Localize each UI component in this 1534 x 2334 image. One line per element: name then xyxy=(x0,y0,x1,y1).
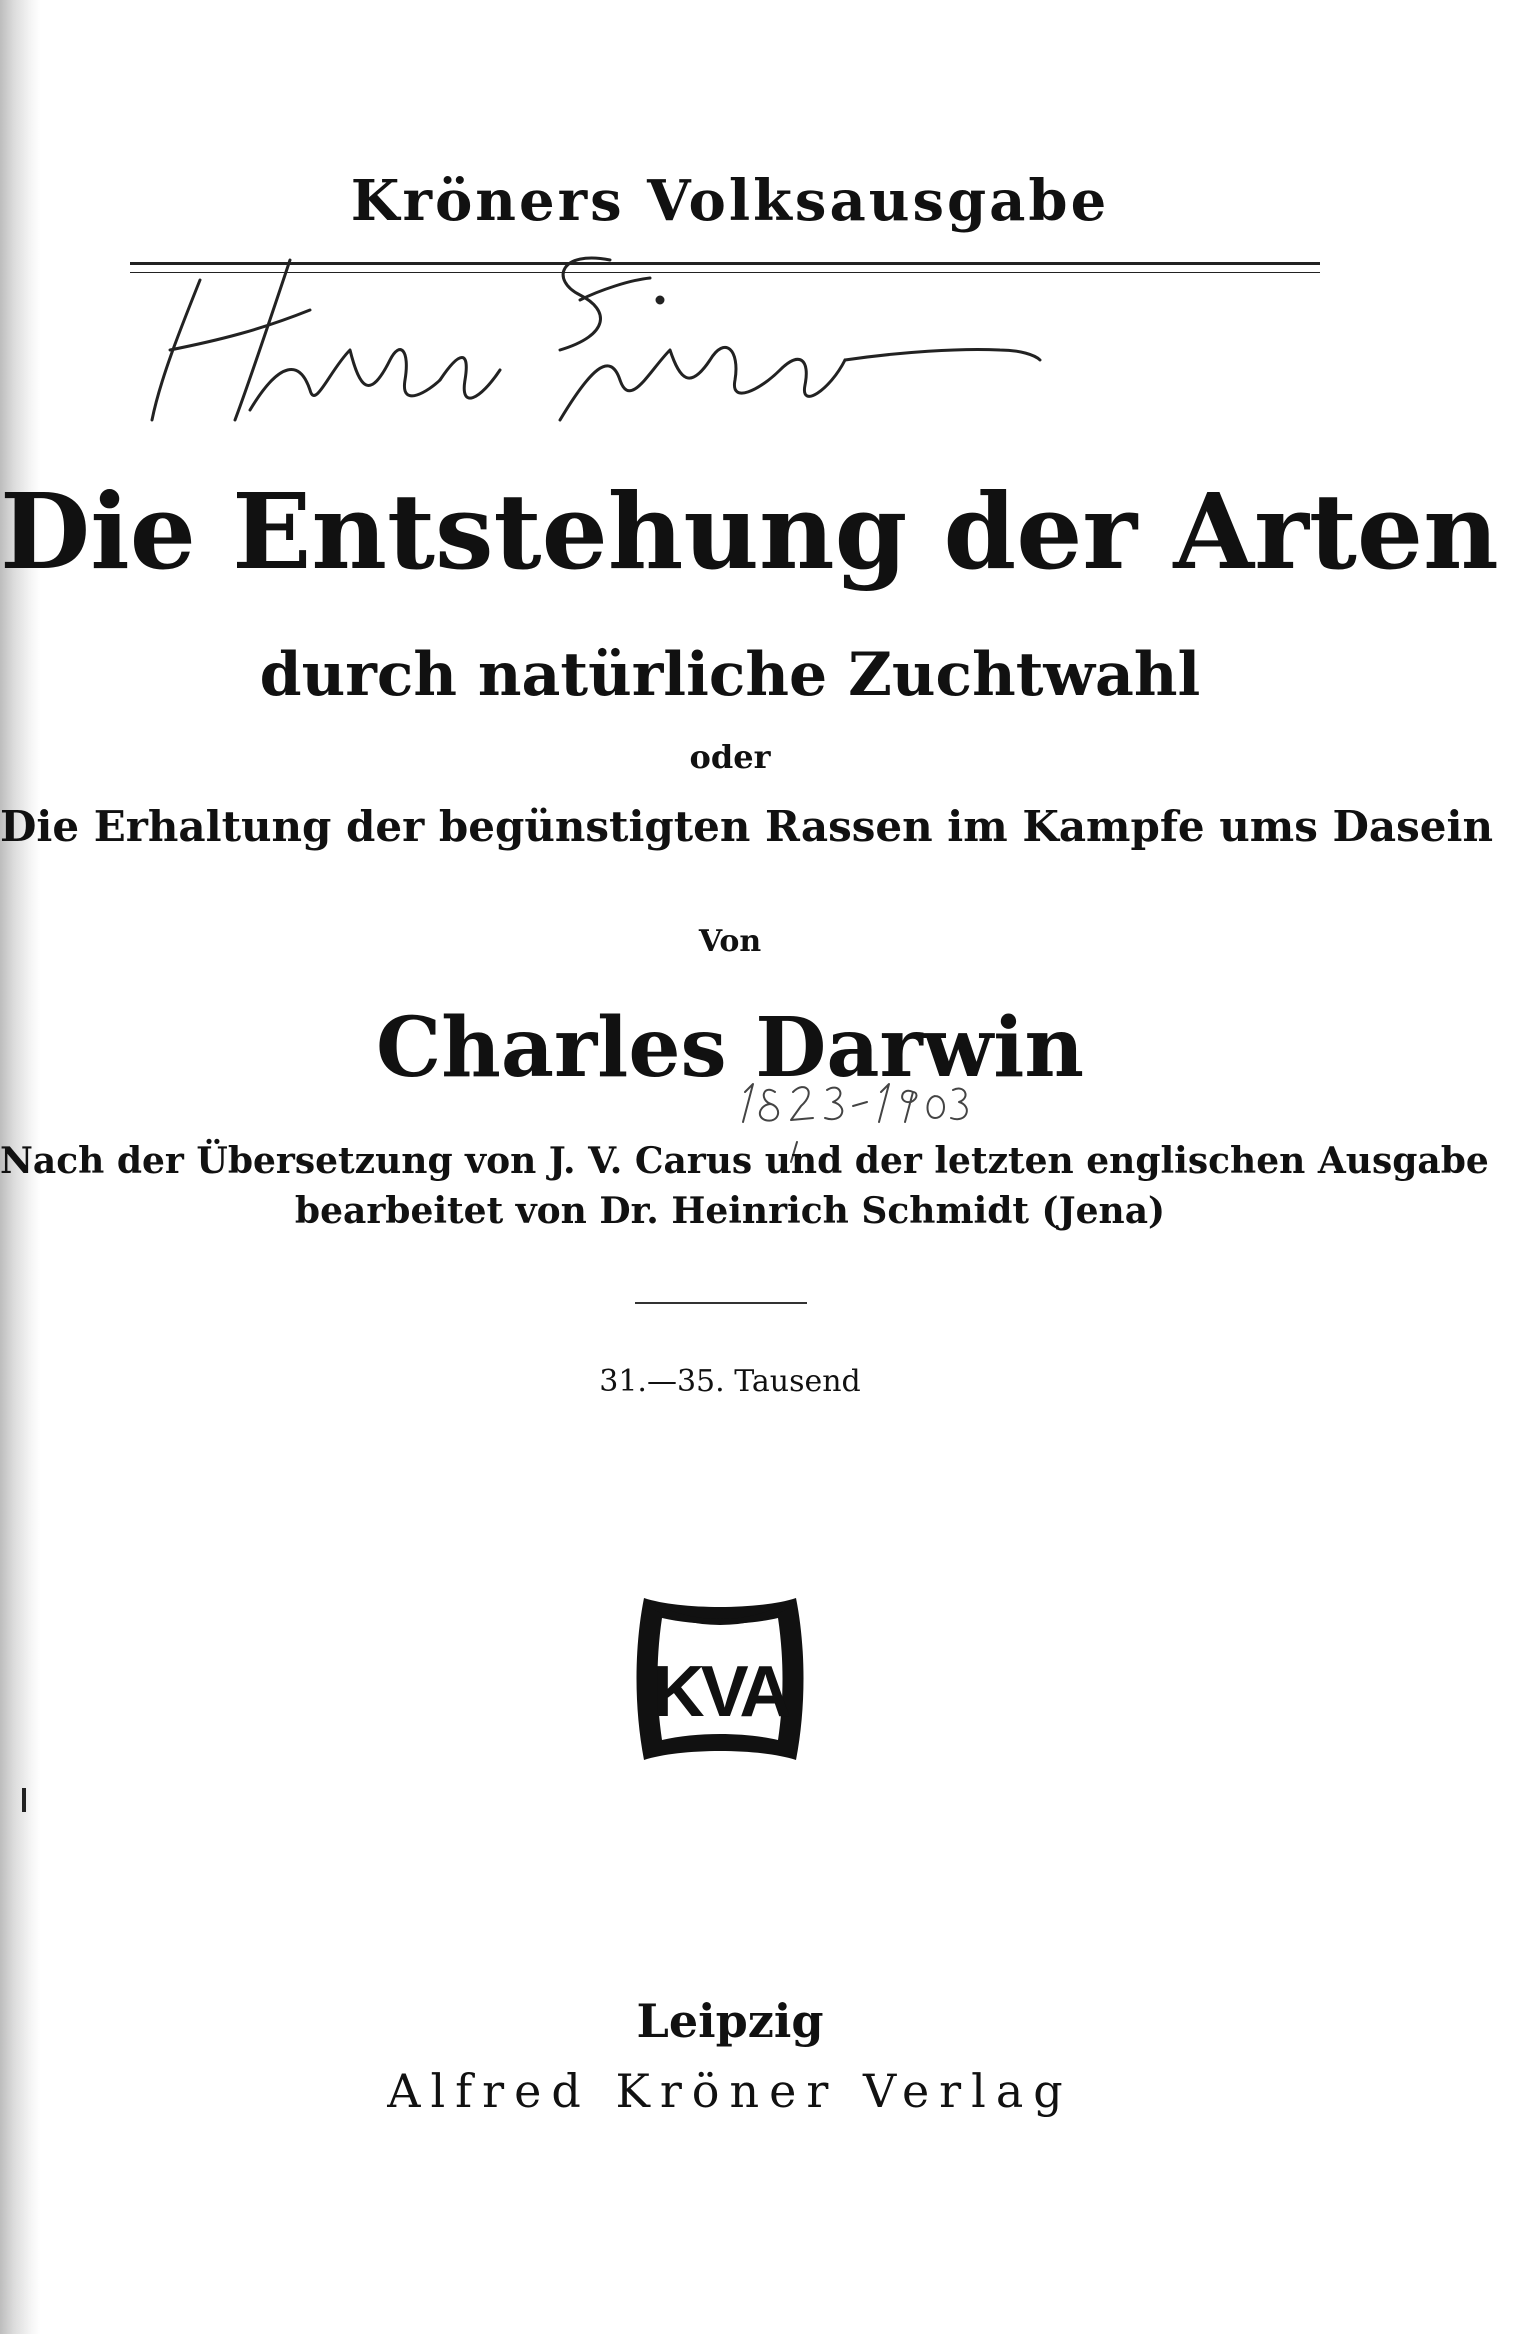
publisher-monogram-icon xyxy=(630,1588,810,1770)
publisher-name: Alfred Kröner Verlag xyxy=(387,2064,1073,2118)
scan-speck xyxy=(22,1788,26,1812)
handwritten-signature xyxy=(140,240,1120,440)
by-label: Von xyxy=(698,924,762,959)
publication-city: Leipzig xyxy=(636,1994,824,2048)
printing-run: 31.—35. Tausend xyxy=(599,1364,861,1399)
book-subtitle: durch natürliche Zuchtwahl xyxy=(259,640,1201,710)
short-divider xyxy=(635,1302,807,1304)
series-title: Kröners Volksausgabe xyxy=(350,168,1110,234)
translation-credit: Nach der Übersetzung von J. V. Carus und der letzten englischen Ausgabe xyxy=(0,1140,1489,1182)
author-name: Charles Darwin xyxy=(375,1000,1085,1096)
editor-credit: bearbeitet von Dr. Heinrich Schmidt (Jena) xyxy=(294,1190,1166,1232)
title-conjunction: oder xyxy=(689,738,771,776)
logo-monogram-text: KVA xyxy=(652,1652,788,1732)
book-title: Die Entstehung der Arten xyxy=(0,470,1499,593)
alternate-title: Die Erhaltung der begünstigten Rassen im Kampfe ums Dasein xyxy=(0,802,1493,851)
